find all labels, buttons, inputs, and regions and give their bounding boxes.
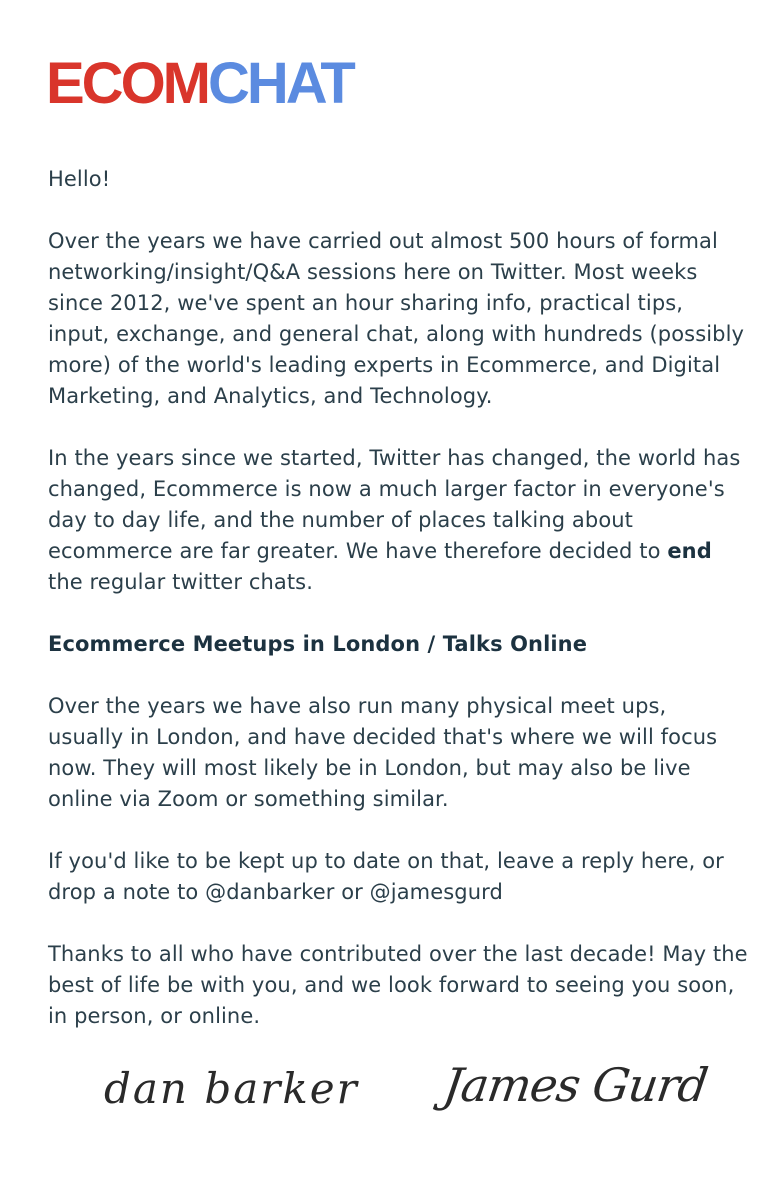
section-heading: Ecommerce Meetups in London / Talks Online — [48, 632, 588, 656]
signature-dan-barker: dan barker — [104, 1064, 359, 1113]
logo-chat-text: CHAT — [208, 51, 353, 116]
signatures — [0, 1052, 771, 1132]
letter-body — [48, 164, 748, 1063]
paragraph-meetups: Over the years we have also run many physical meet ups, usually in London, and have decided that's where we will focus now. They will most likely be in London, but may also be live online via Zoom or something similar. — [48, 694, 718, 811]
paragraph-decision — [48, 443, 748, 598]
paragraph-history: Over the years we have carried out almost 500 hours of formal networking/insight/Q&A sessions here on Twitter. Most weeks since 2012, we've spent an hour sharing info, practical tips, input, exchange, and general chat, along with hundreds (possibly more) of the world's leading experts in Ecommerce, and Digital Marketing, and Analytics, and Technology. — [48, 229, 745, 408]
decision-text-before: In the years since we started, Twitter has changed, the world has changed, Ecommerce is now a much larger factor in everyone's day to day life, and the number of places talking about ecommerce are far greater. We have therefore decided to — [48, 446, 741, 563]
paragraph-contact: If you'd like to be kept up to date on that, leave a reply here, or drop a note to @danbarker or @jamesgurd — [48, 849, 724, 904]
signature-james-gurd: James Gurd — [440, 1058, 711, 1112]
decision-emphasis: end — [667, 539, 712, 563]
paragraph-thanks: Thanks to all who have contributed over the last decade! May the best of life be with you, and we look forward to seeing you soon, in person, or online. — [48, 942, 748, 1028]
ecomchat-logo — [46, 51, 353, 116]
logo-ecom-text: ECOM — [46, 51, 208, 116]
greeting: Hello! — [48, 167, 111, 191]
decision-text-after: the regular twitter chats. — [48, 570, 313, 594]
